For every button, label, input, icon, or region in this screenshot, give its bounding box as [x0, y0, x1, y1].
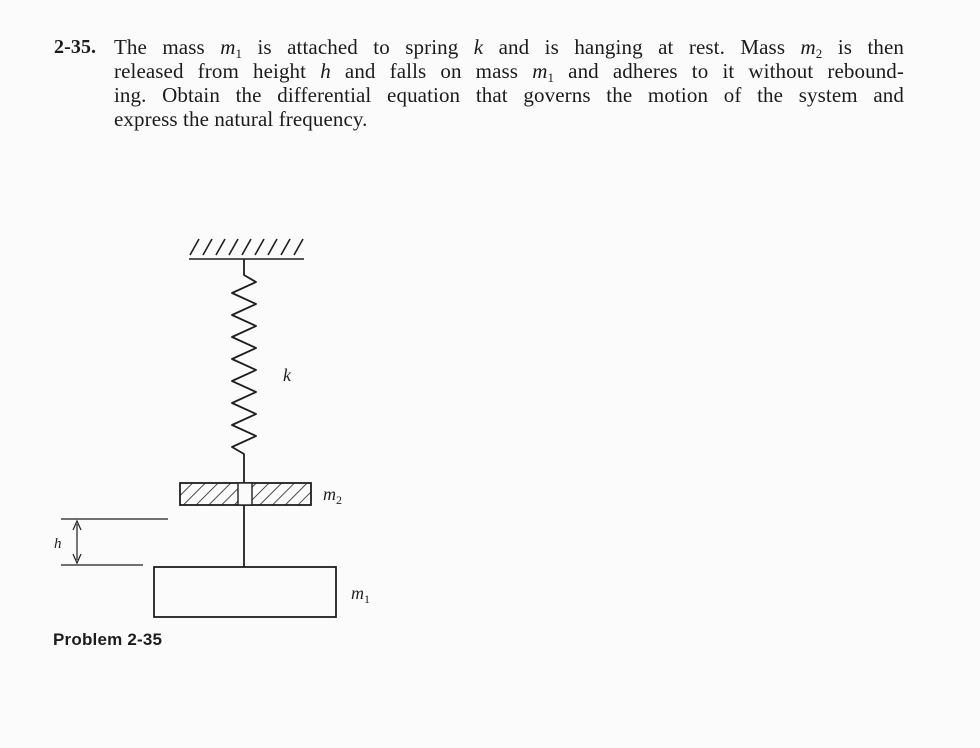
text-run: ing. Obtain the differential equation that governs the motion of the system and [114, 83, 904, 107]
text-run: and is hanging at rest. Mass [483, 35, 801, 59]
height-dimension [61, 519, 168, 565]
height-label: h [54, 536, 62, 552]
text-run: and adheres to it without rebound- [554, 59, 904, 83]
spring [232, 259, 256, 483]
mass-m1 [154, 567, 336, 617]
figure-caption: Problem 2-35 [53, 630, 163, 649]
figure-drawing [40, 215, 430, 645]
math-symbol: h [320, 59, 331, 83]
problem-line-1 [114, 35, 904, 59]
subscript: 2 [815, 46, 823, 61]
mass-m2-label-base: m [323, 484, 336, 504]
math-symbol: k [473, 35, 484, 59]
spring-mass-figure [40, 215, 430, 645]
mass-m2-label-sub: 2 [336, 493, 342, 507]
subscript: 1 [235, 46, 243, 61]
spring-label: k [283, 365, 291, 385]
problem-line-4 [114, 107, 904, 131]
mass-m1-label-base: m [351, 583, 364, 603]
ceiling-support [189, 239, 304, 259]
math-symbol: m [220, 35, 236, 59]
math-symbol: m [800, 35, 816, 59]
mass-m1-label [351, 583, 370, 604]
problem-line-2 [114, 59, 904, 83]
mass-m2-label [323, 484, 342, 505]
subscript: 1 [547, 70, 555, 85]
problem-line-3 [114, 83, 904, 107]
mass-m2 [180, 483, 311, 505]
text-run: The mass [114, 35, 221, 59]
problem-text [114, 35, 904, 131]
text-run: express the natural frequency. [114, 107, 368, 131]
math-symbol: m [532, 59, 548, 83]
problem-number: 2-35. [54, 36, 97, 58]
text-run: is attached to spring [242, 35, 474, 59]
mass-m1-label-sub: 1 [364, 592, 370, 606]
text-run: and falls on mass [330, 59, 533, 83]
text-run: is then [822, 35, 905, 59]
text-run: released from height [114, 59, 321, 83]
